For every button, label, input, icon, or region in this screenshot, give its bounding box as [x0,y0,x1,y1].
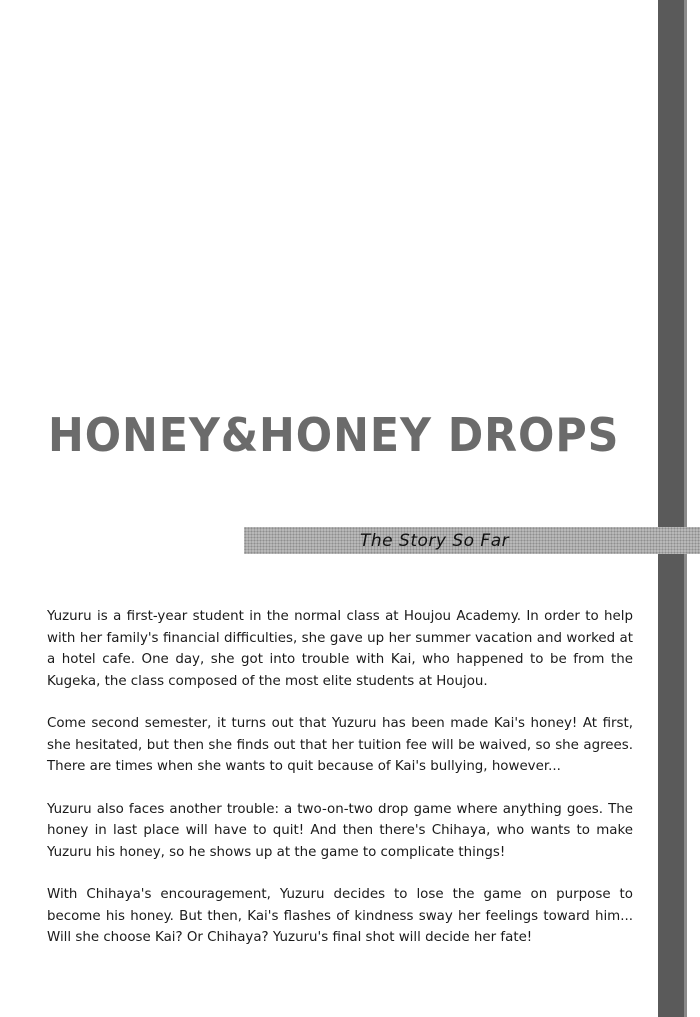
story-summary [47,606,633,970]
paragraph-3: Yuzuru also faces another trouble: a two-on-two drop game where anything goes. The honey in last place will have to quit! And then there's Chihaya, who wants to make Yuzuru his honey, so he shows up at the game to complicate things! [47,801,633,860]
paragraph-2: Come second semester, it turns out that Yuzuru has been made Kai's honey! At first, she hesitated, but then she finds out that her tuition fee will be waived, so she agrees. There are times when she wants to quit because of Kai's bullying, however... [47,716,633,774]
page-title: HONEY&HONEY DROPS [48,408,620,462]
paragraph-4: With Chihaya's encouragement, Yuzuru decides to lose the game on purpose to become his honey. But then, Kai's flashes of kindness sway her feelings toward him... Will she choose Kai? Or Chihaya? Yuzuru's final shot will decide her fate! [47,887,633,945]
paragraph-1: Yuzuru is a first-year student in the normal class at Houjou Academy. In order to help with her family's financial difficulties, she gave up her summer vacation and worked at a hotel cafe. One day, she got into trouble with Kai, who happened to be from the Kugeka, the class composed of the most elite students at Houjou. [47,609,633,689]
right-margin-bar-edge [684,0,687,1017]
subtitle: The Story So Far [360,531,510,551]
right-margin-bar [658,0,684,1017]
